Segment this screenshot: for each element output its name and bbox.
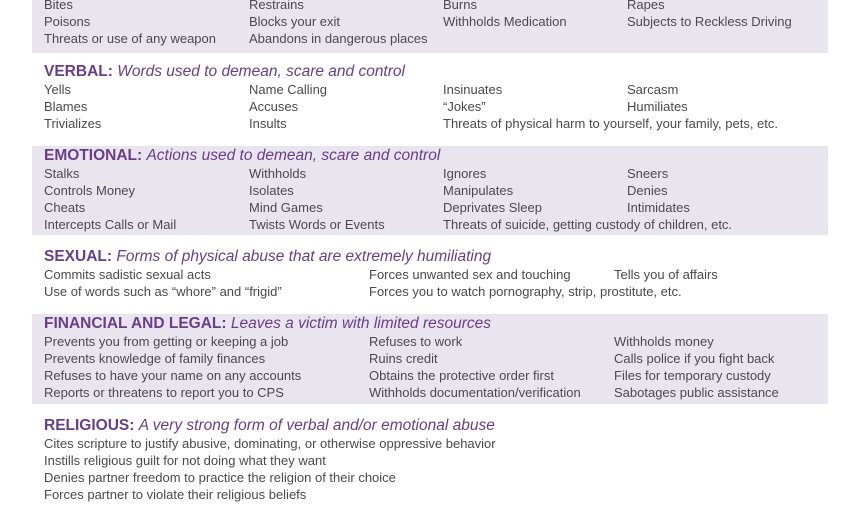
list-item: Rapes	[627, 0, 665, 12]
list-item: Withholds money	[614, 334, 714, 349]
list-item: Yells	[44, 82, 71, 97]
emotional-row	[44, 199, 828, 216]
list-item: Abandons in dangerous places	[249, 31, 428, 46]
list-item: Accuses	[249, 99, 299, 114]
financial-row	[44, 384, 828, 401]
list-item: Denies	[627, 183, 668, 198]
verbal-row	[44, 98, 828, 115]
list-item: Trivializes	[44, 116, 102, 131]
verbal-heading	[44, 62, 828, 81]
list-item: Ignores	[443, 166, 487, 181]
list-item: Calls police if you fight back	[614, 351, 775, 366]
list-item: Forces you to watch pornography, strip, prostitute, etc.	[369, 284, 682, 299]
section-description: Words used to demean, scare and control	[117, 63, 405, 80]
list-item: Blames	[44, 99, 88, 114]
list-item: “Jokes”	[443, 99, 486, 114]
religious-heading	[44, 416, 828, 435]
list-item: Forces unwanted sex and touching	[369, 267, 571, 282]
list-item: Threats or use of any weapon	[44, 31, 216, 46]
financial-row	[44, 350, 828, 367]
list-item: Burns	[443, 0, 477, 12]
physical-row	[44, 13, 828, 30]
financial-legal-section	[32, 314, 828, 404]
physical-section	[32, 0, 828, 53]
emotional-heading	[44, 146, 828, 165]
section-title: SEXUAL:	[44, 248, 113, 265]
list-item: Prevents you from getting or keeping a job	[44, 334, 289, 349]
section-title: VERBAL:	[44, 63, 113, 80]
emotional-row	[44, 216, 828, 233]
emotional-row	[44, 165, 828, 182]
list-item: Commits sadistic sexual acts	[44, 267, 211, 282]
list-item: Instills religious guilt for not doing what they want	[44, 453, 326, 468]
list-item: Cites scripture to justify abusive, dominating, or otherwise oppressive behavior	[44, 436, 496, 451]
list-item: Isolates	[249, 183, 294, 198]
list-item: Humiliates	[627, 99, 688, 114]
religious-row	[44, 435, 828, 452]
list-item: Threats of suicide, getting custody of children, etc.	[443, 217, 733, 232]
list-item: Withholds documentation/verification	[369, 385, 581, 400]
section-title: FINANCIAL AND LEGAL:	[44, 315, 227, 332]
section-title: EMOTIONAL:	[44, 147, 143, 164]
list-item: Denies partner freedom to practice the religion of their choice	[44, 470, 396, 485]
list-item: Deprivates Sleep	[443, 200, 542, 215]
list-item: Cheats	[44, 200, 86, 215]
sexual-row	[44, 283, 828, 300]
list-item: Sneers	[627, 166, 669, 181]
list-item: Subjects to Reckless Driving	[627, 14, 792, 29]
religious-section	[32, 416, 828, 506]
list-item: Forces partner to violate their religious beliefs	[44, 487, 307, 502]
religious-row	[44, 452, 828, 469]
religious-row	[44, 486, 828, 503]
list-item: Name Calling	[249, 82, 328, 97]
list-item: Ruins credit	[369, 351, 438, 366]
list-item: Prevents knowledge of family finances	[44, 351, 266, 366]
list-item: Insults	[249, 116, 287, 131]
list-item: Intercepts Calls or Mail	[44, 217, 177, 232]
emotional-row	[44, 182, 828, 199]
list-item: Bites	[44, 0, 73, 12]
sexual-heading	[44, 247, 828, 266]
list-item: Refuses to work	[369, 334, 463, 349]
list-item: Tells you of affairs	[614, 267, 718, 282]
list-item: Twists Words or Events	[249, 217, 385, 232]
list-item: Withholds	[249, 166, 307, 181]
list-item: Insinuates	[443, 82, 503, 97]
section-title: RELIGIOUS:	[44, 417, 135, 434]
list-item: Use of words such as “whore” and “frigid”	[44, 284, 282, 299]
verbal-row	[44, 81, 828, 98]
section-description: Actions used to demean, scare and control	[146, 147, 441, 164]
list-item: Restrains	[249, 0, 304, 12]
list-item: Controls Money	[44, 183, 136, 198]
religious-row	[44, 469, 828, 486]
list-item: Intimidates	[627, 200, 690, 215]
verbal-row	[44, 115, 828, 132]
list-item: Withholds Medication	[443, 14, 567, 29]
sexual-row	[44, 266, 828, 283]
list-item: Manipulates	[443, 183, 514, 198]
list-item: Reports or threatens to report you to CPS	[44, 385, 284, 400]
section-description: Forms of physical abuse that are extremely humiliating	[116, 248, 492, 265]
financial-row	[44, 367, 828, 384]
section-description: Leaves a victim with limited resources	[230, 315, 492, 332]
physical-row	[44, 30, 828, 47]
list-item: Poisons	[44, 14, 91, 29]
list-item: Obtains the protective order first	[369, 368, 554, 383]
list-item: Blocks your exit	[249, 14, 341, 29]
list-item: Sabotages public assistance	[614, 385, 779, 400]
list-item: Refuses to have your name on any accounts	[44, 368, 302, 383]
list-item: Sarcasm	[627, 82, 679, 97]
list-item: Threats of physical harm to yourself, your family, pets, etc.	[443, 116, 778, 131]
financial-legal-heading	[44, 314, 828, 333]
list-item: Mind Games	[249, 200, 323, 215]
list-item: Stalks	[44, 166, 80, 181]
physical-row	[44, 0, 828, 13]
list-item: Files for temporary custody	[614, 368, 771, 383]
section-description: A very strong form of verbal and/or emotional abuse	[138, 417, 495, 434]
emotional-section	[32, 146, 828, 235]
sexual-section	[32, 247, 828, 302]
financial-row	[44, 333, 828, 350]
verbal-section	[32, 62, 828, 134]
